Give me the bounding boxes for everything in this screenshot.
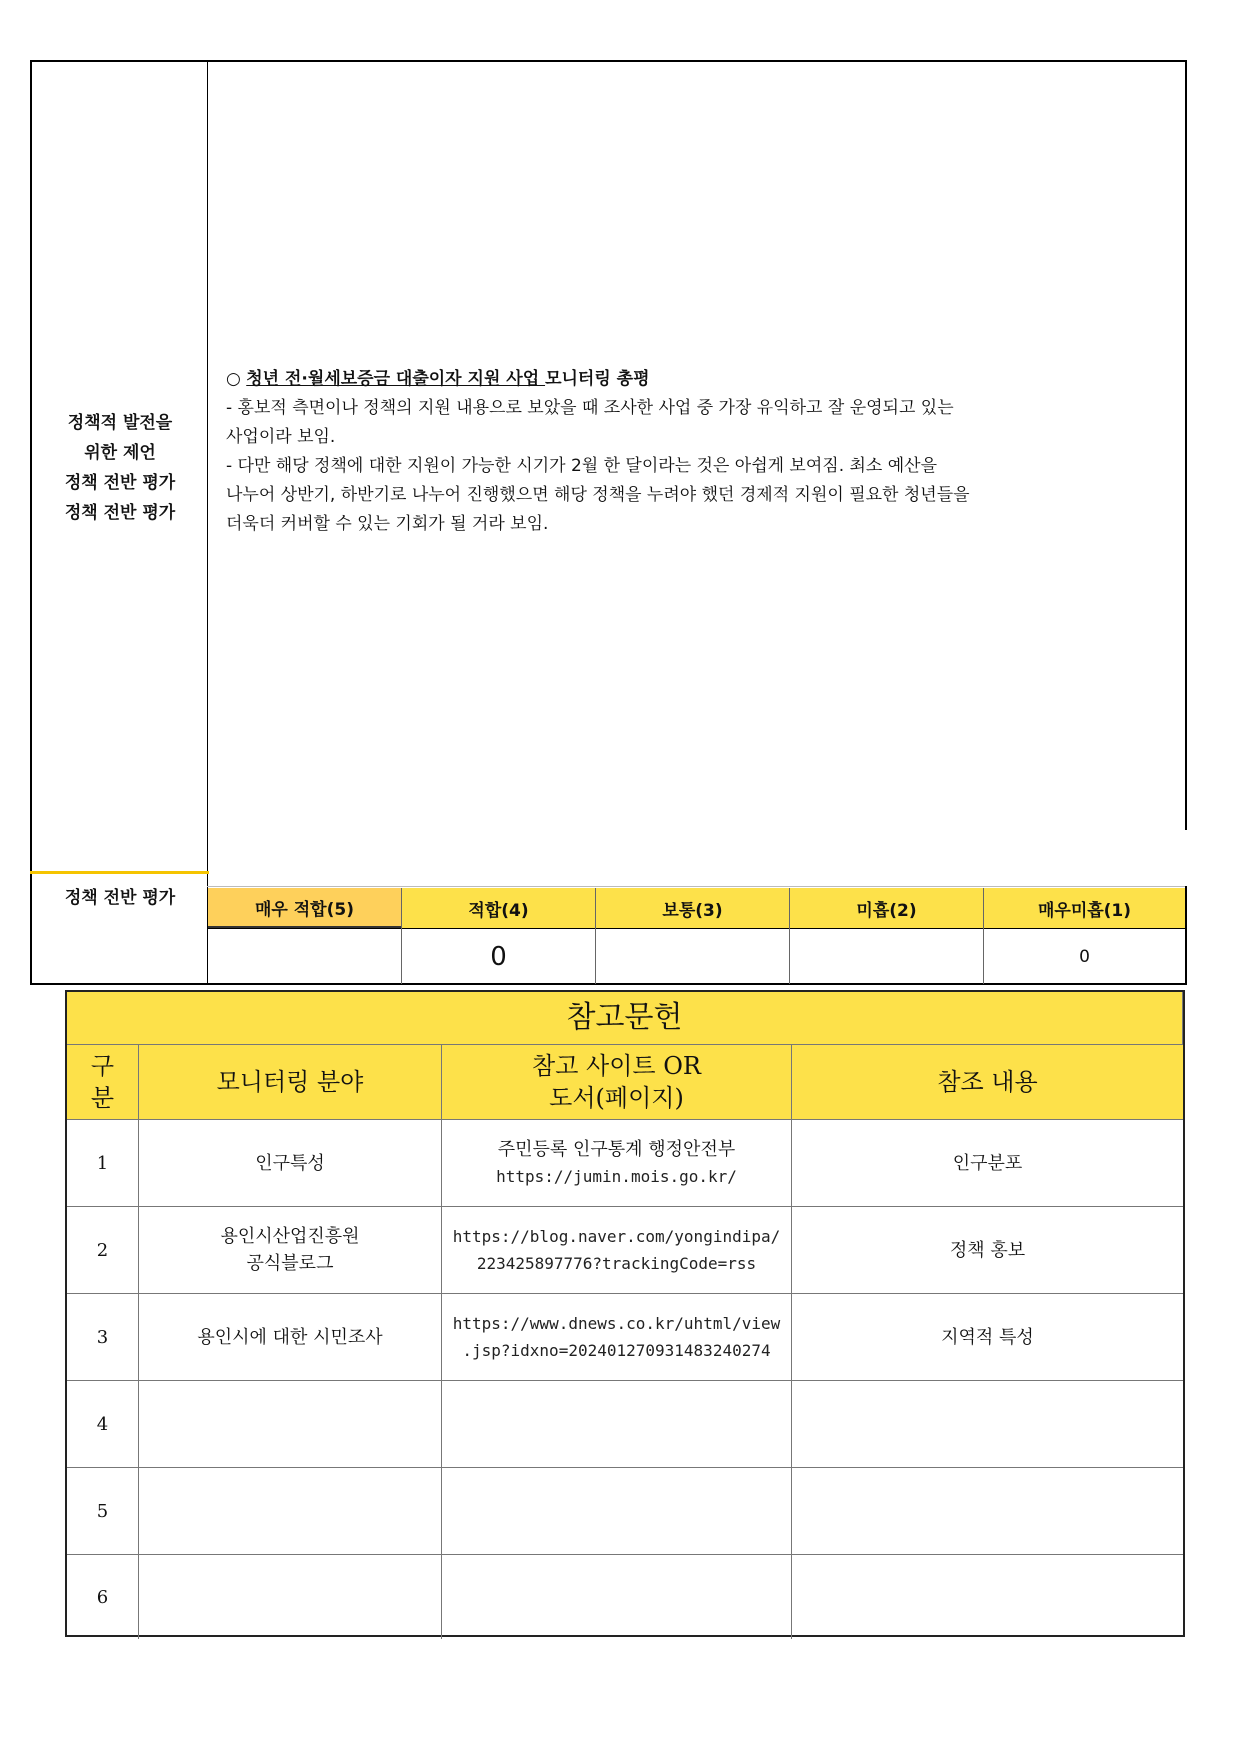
row-index (67, 1207, 139, 1294)
rating-value-1: 0 (1079, 946, 1090, 967)
row-content (792, 1381, 1183, 1468)
row-index (67, 1294, 139, 1381)
overall-evaluation-label: 정책 전반 평가 (64, 888, 176, 908)
row-index-text: 1 (96, 1152, 109, 1174)
row-field (139, 1555, 442, 1639)
proposal-label (30, 408, 210, 528)
row-content (792, 1555, 1183, 1639)
row-field-text: 인구특성 (255, 1152, 325, 1174)
evaluation-table (30, 60, 1187, 985)
monitoring-summary (226, 365, 1171, 539)
row-field (139, 1294, 442, 1381)
proposal-label-line: 정책 전반 평가 (64, 503, 176, 523)
row-source (442, 1207, 792, 1294)
rating-value-4: 0 (490, 941, 507, 972)
row-field-text: 용인시산업진흥원 공식블로그 (220, 1226, 360, 1274)
summary-line: 사업이라 보임. (226, 427, 336, 447)
rating-header-5: 매우 적합(5) (208, 888, 401, 928)
row-content-text: 정책 홍보 (949, 1239, 1026, 1261)
rating-value-5 (208, 930, 401, 983)
rating-value-2 (790, 930, 983, 983)
row-index (67, 1381, 139, 1468)
header-field: 모니터링 분야 (139, 1045, 442, 1120)
rating-value-3 (596, 930, 789, 983)
summary-title (226, 365, 1171, 394)
row-index-text: 2 (96, 1239, 109, 1261)
summary-line: - 다만 해당 정책에 대한 지원이 가능한 시기가 2월 한 달이라는 것은 아쉽게 보여짐. 최소 예산을 (226, 456, 938, 476)
proposal-label-line: 위한 제언 (84, 443, 156, 463)
row-source (442, 1381, 792, 1468)
proposal-label-line: 정책 전반 평가 (64, 473, 176, 493)
row-source (442, 1468, 792, 1555)
row-index-text: 5 (96, 1500, 109, 1522)
row-index-text: 3 (96, 1326, 109, 1348)
source-line: https://blog.naver.com/yongindipa/ (452, 1227, 781, 1246)
summary-line: 나누어 상반기, 하반기로 나누어 진행했으면 해당 정책을 누려야 했던 경제적 지원이 필요한 청년들을 (226, 485, 970, 505)
source-line: https://www.dnews.co.kr/uhtml/view (452, 1314, 781, 1333)
summary-policy-name: 청년 전·월세보증금 대출이자 지원 사업 (246, 369, 546, 389)
row-field (139, 1120, 442, 1207)
row-content (792, 1294, 1183, 1381)
row-content-text: 인구분포 (952, 1152, 1023, 1174)
row-index-text: 6 (96, 1586, 109, 1608)
row-source (442, 1120, 792, 1207)
rating-header-3: 보통(3) (596, 888, 789, 928)
row-content (792, 1120, 1183, 1207)
header-content: 참조 내용 (792, 1045, 1183, 1120)
header-index: 구 분 (67, 1045, 139, 1120)
summary-line: - 홍보적 측면이나 정책의 지원 내용으로 보았을 때 조사한 사업 중 가장 유익하고 잘 운영되고 있는 (226, 398, 954, 418)
row-index (67, 1468, 139, 1555)
row-content-text: 지역적 특성 (941, 1326, 1034, 1348)
row-field-text: 용인시에 대한 시민조사 (197, 1326, 383, 1348)
row-field (139, 1381, 442, 1468)
row-content (792, 1207, 1183, 1294)
row-field (139, 1207, 442, 1294)
row-index (67, 1120, 139, 1207)
rating-header-1: 매우미흡(1) (984, 888, 1185, 928)
row-source (442, 1294, 792, 1381)
row-source (442, 1555, 792, 1639)
source-line: 223425897776?trackingCode=rss (476, 1254, 757, 1273)
source-line: https://jumin.mois.go.kr/ (496, 1167, 737, 1186)
row-field (139, 1468, 442, 1555)
references-title: 참고문헌 (67, 992, 1183, 1045)
proposal-label-line: 정책적 발전을 (67, 413, 173, 433)
row-index-text: 4 (96, 1413, 109, 1435)
summary-line: 더욱더 커버할 수 있는 기회가 될 거라 보임. (226, 514, 549, 534)
rating-header-2: 미흡(2) (790, 888, 983, 928)
summary-bullet: ○ (226, 369, 241, 389)
summary-title-rest: 모니터링 총평 (545, 369, 650, 389)
row-index (67, 1555, 139, 1639)
source-line: .jsp?idxno=202401270931483240274 (462, 1341, 771, 1360)
rating-header-4: 적합(4) (402, 888, 595, 928)
header-source: 참고 사이트 OR 도서(페이지) (442, 1045, 792, 1120)
references-table (65, 990, 1185, 1637)
source-line: 주민등록 인구통계 행정안전부 (497, 1139, 736, 1160)
row-content (792, 1468, 1183, 1555)
